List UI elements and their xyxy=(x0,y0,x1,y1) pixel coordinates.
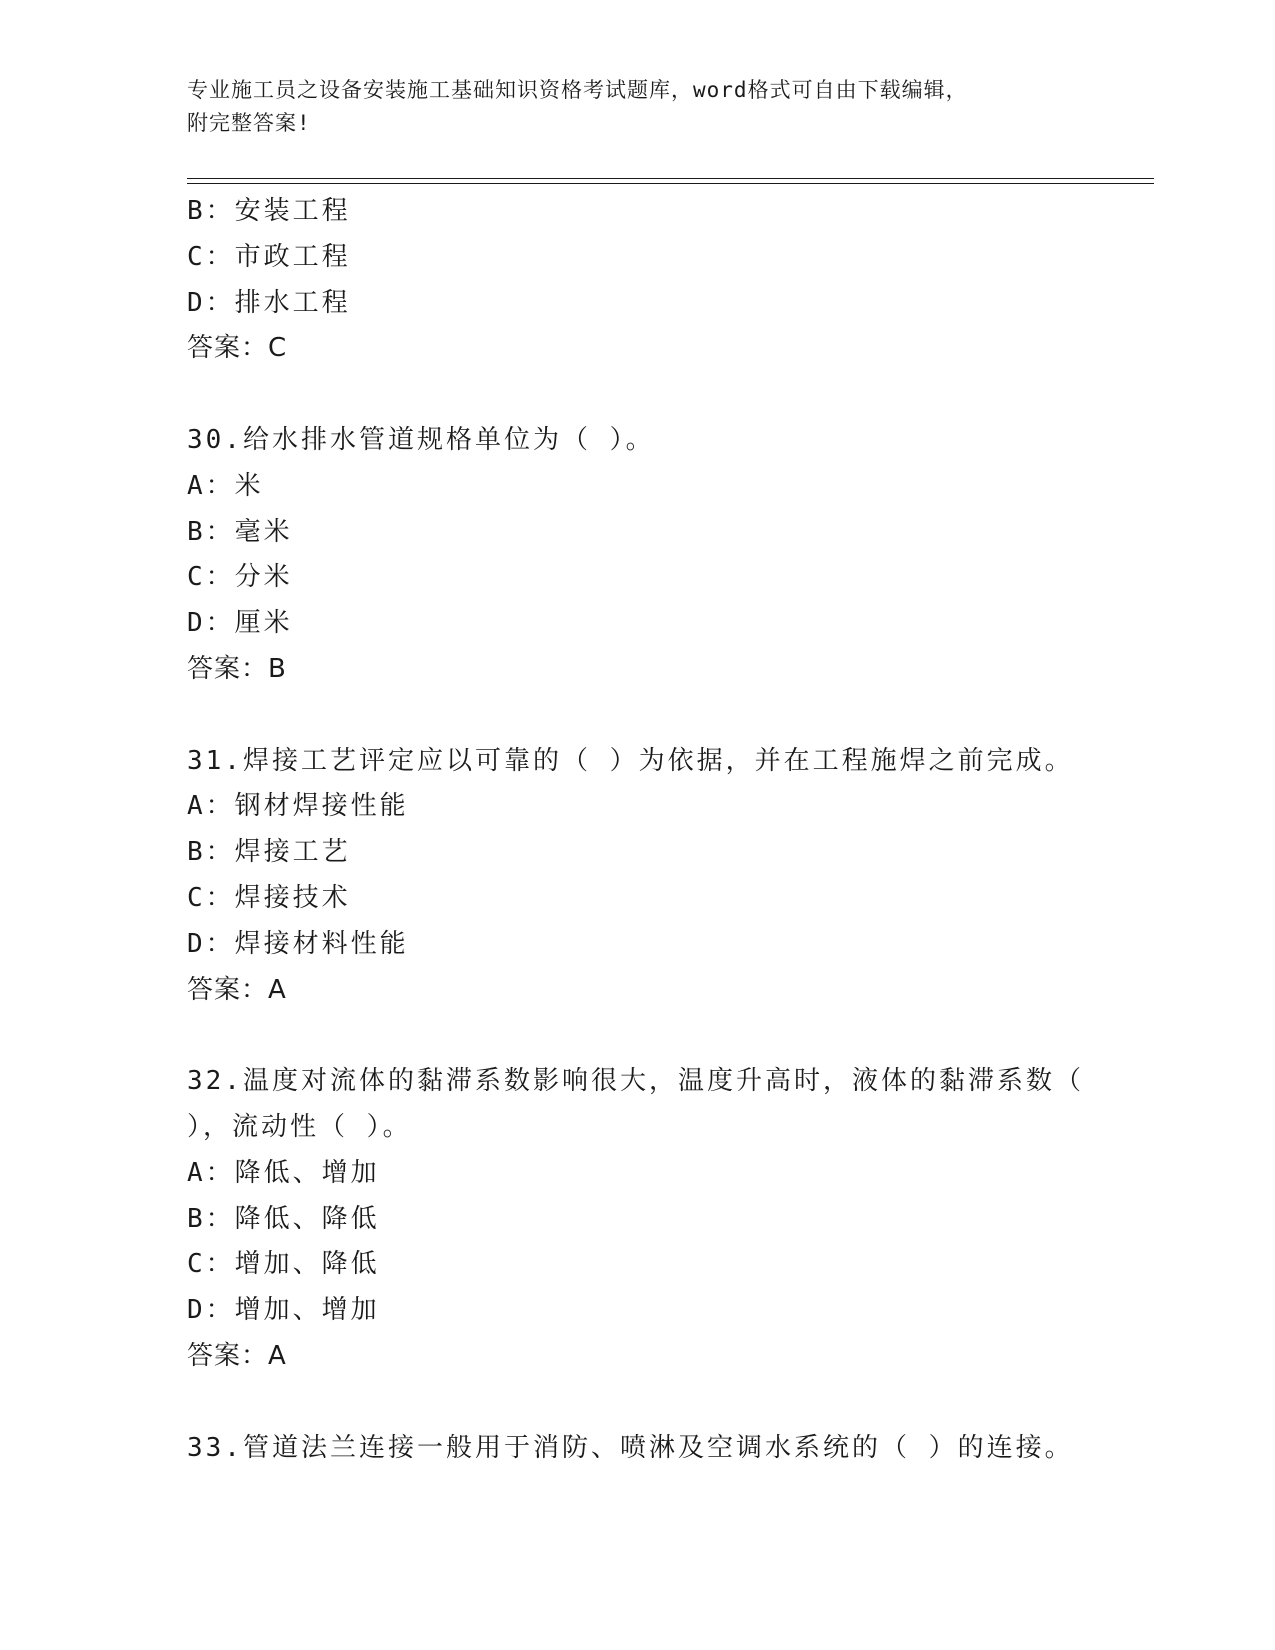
option-b: B：安装工程 xyxy=(187,196,351,226)
spacer xyxy=(187,693,1087,739)
question-content xyxy=(187,189,1087,1471)
header-title-line-2: 附完整答案! xyxy=(187,111,311,135)
question-29-continued xyxy=(187,189,1087,372)
option-a: A：降低、增加 xyxy=(187,1157,380,1188)
document-header xyxy=(187,74,1087,140)
option-c: C：分米 xyxy=(187,562,293,593)
header-title-line-1: 专业施工员之设备安装施工基础知识资格考试题库，word格式可自由下载编辑， xyxy=(187,78,968,102)
answer-label: 答案：B xyxy=(187,653,287,684)
question-32 xyxy=(187,1059,1087,1380)
option-b: B：焊接工艺 xyxy=(187,837,351,868)
option-a: A：米 xyxy=(187,470,264,501)
answer-label: 答案：C xyxy=(187,333,288,364)
spacer xyxy=(187,1013,1087,1059)
option-d: D：排水工程 xyxy=(187,287,351,318)
question-text-line-2: ），流动性（ ）。 xyxy=(187,1111,412,1142)
option-d: D：焊接材料性能 xyxy=(187,928,409,959)
answer-label: 答案：A xyxy=(187,974,287,1005)
answer-label: 答案：A xyxy=(187,1340,287,1371)
question-text: 33.管道法兰连接一般用于消防、喷淋及空调水系统的（ ）的连接。 xyxy=(187,1432,1074,1463)
spacer xyxy=(187,372,1087,418)
spacer xyxy=(187,1380,1087,1426)
question-30 xyxy=(187,418,1087,693)
option-d: D：增加、增加 xyxy=(187,1295,380,1326)
option-a: A：钢材焊接性能 xyxy=(187,791,409,822)
option-c: C：增加、降低 xyxy=(187,1249,380,1280)
option-b: B：毫米 xyxy=(187,516,293,547)
header-divider-top xyxy=(187,178,1154,179)
question-text: 30.给水排水管道规格单位为（ ）。 xyxy=(187,424,655,455)
question-31 xyxy=(187,739,1087,1014)
option-d: D：厘米 xyxy=(187,608,293,639)
question-text-line-1: 32.温度对流体的黏滞系数影响很大，温度升高时，液体的黏滞系数（ xyxy=(187,1066,1084,1097)
question-33 xyxy=(187,1426,1087,1472)
option-b: B：降低、降低 xyxy=(187,1203,380,1234)
option-c: C：市政工程 xyxy=(187,241,351,272)
header-divider-bottom xyxy=(187,183,1154,184)
option-c: C：焊接技术 xyxy=(187,882,351,913)
question-text: 31.焊接工艺评定应以可靠的（ ）为依据，并在工程施焊之前完成。 xyxy=(187,745,1074,776)
